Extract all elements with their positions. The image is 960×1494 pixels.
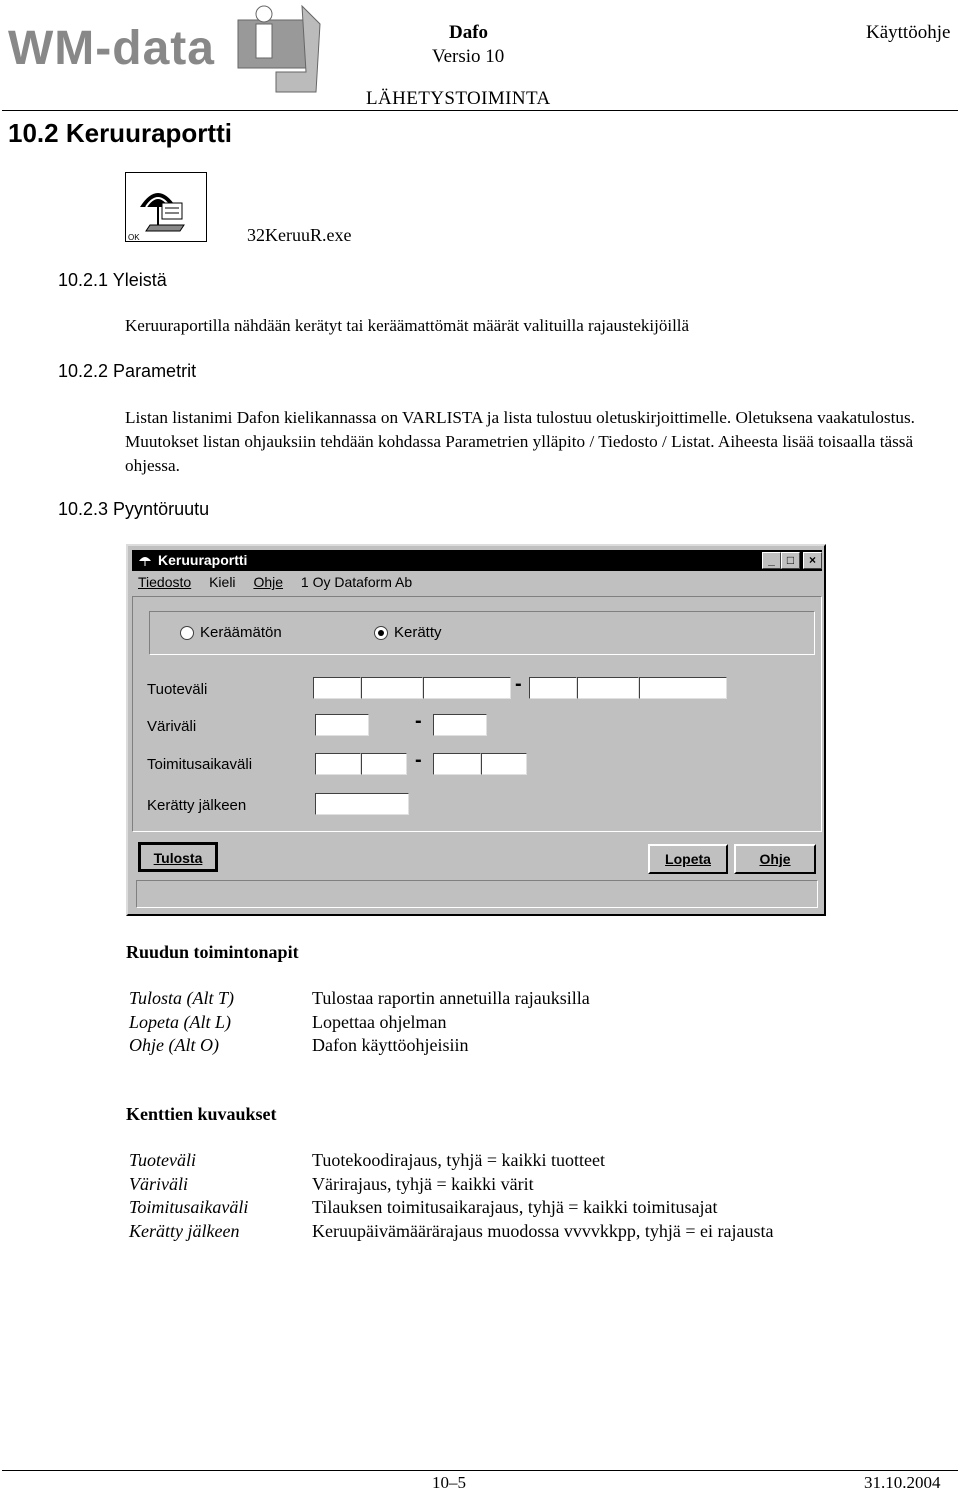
varivali-from[interactable] <box>315 714 369 736</box>
fd-desc-varivali: Värirajaus, tyhjä = kaikki värit <box>312 1173 534 1194</box>
label-toimitusaikavali: Toimitusaikaväli <box>147 756 253 773</box>
range-dash: - <box>415 710 422 732</box>
section-heading-parametrit: 10.2.2 Parametrit <box>58 361 197 381</box>
page-title: 10.2 Keruuraportti <box>8 118 232 148</box>
tuotevali-from-1[interactable] <box>313 677 361 699</box>
range-dash: - <box>515 673 522 695</box>
function-buttons-descs <box>312 987 590 1058</box>
label-varivali: Väriväli <box>147 718 197 735</box>
toimitusaikavali-from-2[interactable] <box>361 753 407 775</box>
ohje-button-label: Ohje <box>759 851 791 867</box>
label-keratty-jalkeen: Kerätty jälkeen <box>147 797 247 814</box>
lopeta-button-label: Lopeta <box>665 851 711 867</box>
menu-tiedosto[interactable]: Tiedosto <box>138 574 192 590</box>
status-bar <box>136 880 818 908</box>
footer-divider <box>2 1470 958 1471</box>
fd-desc-keratty-jalkeen: Keruupäivämäärärajaus muodossa vvvvkkpp, tyhjä = ei rajausta <box>312 1220 774 1241</box>
lopeta-button[interactable] <box>648 844 728 874</box>
fb-desc-tulosta: Tulostaa raportin annetuilla rajauksilla <box>312 988 590 1008</box>
tulosta-button-label: Tulosta <box>153 850 203 866</box>
fb-key-lopeta: Lopeta (Alt L) <box>129 1011 231 1032</box>
tulosta-button[interactable] <box>138 842 218 872</box>
menu-ohje[interactable]: Ohje <box>253 574 284 590</box>
function-buttons-title: Ruudun toimintonapit <box>126 942 299 962</box>
fd-desc-toimitusaikavali: Tilauksen toimitusaikarajaus, tyhjä = kaikki toimitusajat <box>312 1197 718 1217</box>
yleista-paragraph: Keruuraportilla nähdään kerätyt tai keräämattömät määrät valituilla rajaustekijöillä <box>125 316 690 335</box>
close-button[interactable]: × <box>803 552 822 569</box>
app-window-icon <box>138 553 152 567</box>
fb-key-ohje: Ohje (Alt O) <box>129 1035 219 1055</box>
field-descriptions-descs <box>312 1149 774 1243</box>
tuotevali-from-2[interactable] <box>361 677 423 699</box>
toimitusaikavali-to-1[interactable] <box>433 753 481 775</box>
header-version: Versio 10 <box>432 46 505 67</box>
function-buttons-keys <box>129 987 234 1058</box>
fd-key-toimitusaikavali: Toimitusaikaväli <box>129 1197 249 1217</box>
dialog-panel <box>132 596 822 832</box>
keruuraportti-dialog <box>126 544 826 916</box>
tuotevali-to-2[interactable] <box>577 677 639 699</box>
page-number: 10–5 <box>432 1473 466 1492</box>
fd-desc-tuotevali: Tuotekoodirajaus, tyhjä = kaikki tuotteet <box>312 1150 605 1170</box>
varivali-to[interactable] <box>433 714 487 736</box>
collected-radio-group <box>149 611 815 655</box>
svg-text:OK: OK <box>128 233 140 241</box>
tuotevali-to-1[interactable] <box>529 677 577 699</box>
wm-data-logo <box>6 2 324 94</box>
maximize-button[interactable]: □ <box>781 552 800 569</box>
fb-desc-ohje: Dafon käyttöohjeisiin <box>312 1035 469 1055</box>
fd-key-keratty-jalkeen: Kerätty jälkeen <box>129 1220 240 1241</box>
toimitusaikavali-to-2[interactable] <box>481 753 527 775</box>
svg-text:WM-data: WM-data <box>8 22 215 75</box>
tuotevali-to-3[interactable] <box>639 677 727 699</box>
toimitusaikavali-from-1[interactable] <box>315 753 361 775</box>
header-doc-type: Käyttöohje <box>866 22 951 43</box>
keratty-jalkeen-field[interactable] <box>315 793 409 815</box>
radio-label-keraamaton: Keräämätön <box>200 624 282 641</box>
menu-company[interactable]: 1 Oy Dataform Ab <box>300 574 413 590</box>
dialog-menu-bar <box>138 574 426 596</box>
menu-kieli[interactable]: Kieli <box>209 574 236 590</box>
fb-desc-lopeta: Lopettaa ohjelman <box>312 1011 447 1032</box>
radio-keratty[interactable] <box>374 626 388 640</box>
program-icon <box>125 172 207 242</box>
range-dash: - <box>415 749 422 771</box>
label-tuotevali: Tuoteväli <box>147 681 208 698</box>
dialog-title: Keruuraportti <box>158 552 248 568</box>
exe-filename: 32KeruuR.exe <box>247 225 352 245</box>
parametrit-paragraph: Listan listanimi Dafon kielikannassa on VARLISTA ja lista tulostuu oletuskirjoittimelle. Oletuksena vaakatulostus. Muutokset listan ohjauksiin tehdään kohdassa Parametrien ylläpito / Tiedosto / Listat. Aiheesta lisää toisaalla tässä ohjessa. <box>125 408 915 475</box>
radio-kerasmaton[interactable] <box>180 626 194 640</box>
fd-key-varivali: Väriväli <box>129 1173 188 1194</box>
section-heading-pyyntoruutu: 10.2.3 Pyyntöruutu <box>58 499 210 519</box>
minimize-button[interactable]: _ <box>762 552 781 569</box>
header-divider <box>2 110 958 111</box>
dialog-title-bar <box>132 550 822 571</box>
fb-key-tulosta: Tulosta (Alt T) <box>129 988 235 1008</box>
section-heading-yleista: 10.2.1 Yleistä <box>58 270 167 290</box>
footer-date: 31.10.2004 <box>864 1473 941 1492</box>
field-descriptions-keys <box>129 1149 248 1243</box>
ohje-button[interactable] <box>734 844 816 874</box>
fd-key-tuotevali: Tuoteväli <box>129 1150 196 1170</box>
tuotevali-from-3[interactable] <box>423 677 511 699</box>
field-descriptions-title: Kenttien kuvaukset <box>126 1104 277 1124</box>
header-title: Dafo <box>449 22 489 43</box>
radio-label-keratty: Kerätty <box>394 624 442 641</box>
header-section: LÄHETYSTOIMINTA <box>366 88 551 109</box>
